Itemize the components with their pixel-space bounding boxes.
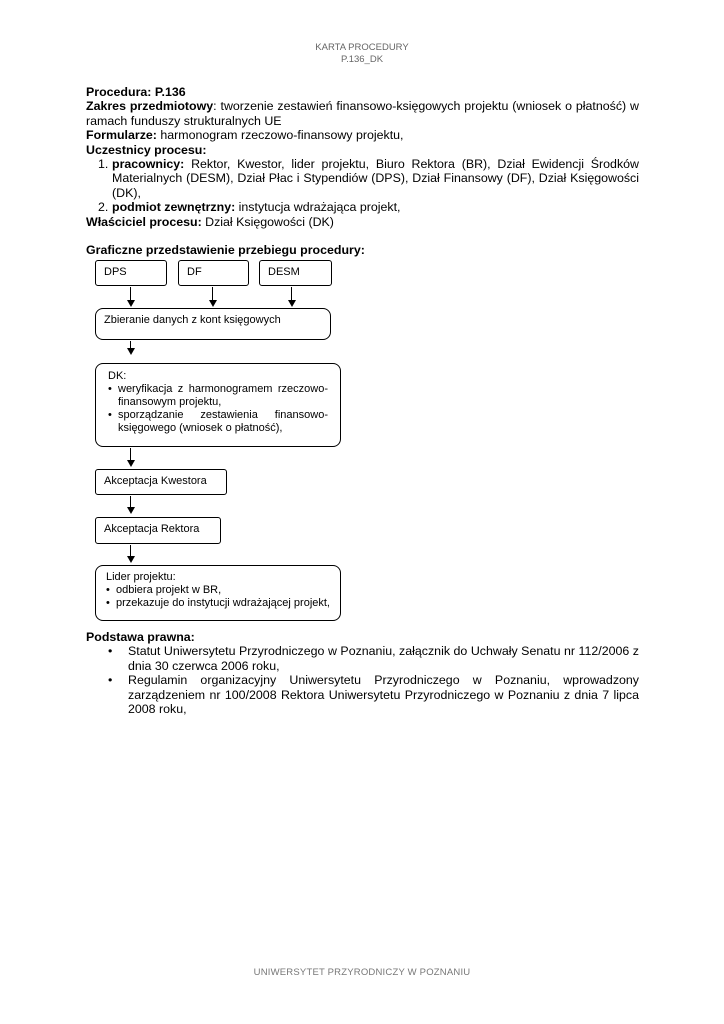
flow-box-df: [178, 260, 249, 286]
flow-box-title: Lider projektu:: [106, 571, 176, 583]
flow-label: DF: [187, 266, 202, 278]
page-header: [0, 42, 724, 66]
bullet-glyph: •: [108, 383, 112, 395]
participants-item: [98, 157, 639, 200]
flow-label: Akceptacja Kwestora: [104, 475, 207, 487]
flow-box-collect: [95, 308, 331, 340]
forms-line: [86, 128, 639, 142]
forms-label: Formularze:: [86, 128, 157, 143]
participants-label: Uczestnicy procesu:: [86, 142, 207, 157]
flow-arrow: [130, 341, 131, 349]
item-number: 2.: [98, 200, 109, 215]
flow-box-dps: [95, 260, 167, 286]
diagram-title: Graficzne przedstawienie przebiegu procedury:: [86, 243, 365, 258]
flow-arrow: [130, 545, 131, 557]
flow-label: Zbieranie danych z kont księgowych: [104, 314, 281, 326]
forms-value: harmonogram rzeczowo-finansowy projektu,: [156, 128, 404, 143]
legal-item-text: Statut Uniwersytetu Przyrodniczego w Poznaniu, załącznik do Uchwały Senatu nr 112/2006 z dnia 30 czerwca 2006 roku,: [128, 644, 639, 673]
bullet-glyph: •: [108, 644, 113, 659]
flow-bullet-item: [106, 584, 330, 597]
owner-line: [86, 215, 639, 229]
owner-value: Dział Księgowości (DK): [201, 214, 334, 229]
item-value: instytucja wdrażająca projekt,: [235, 200, 401, 215]
flow-label: Akceptacja Rektora: [104, 523, 200, 535]
scope-label: Zakres przedmiotowy: [86, 99, 214, 114]
flow-label: DPS: [104, 266, 127, 278]
flow-arrow: [130, 287, 131, 301]
flow-bullet-list: [106, 584, 330, 610]
legal-section: [86, 630, 639, 716]
flow-box-desm: [259, 260, 332, 286]
item-label: podmiot zewnętrzny:: [112, 200, 236, 215]
legal-item-text: Regulamin organizacyjny Uniwersytetu Przyrodniczego w Poznaniu, wprowadzony zarządzeniem nr 100/2008 Rektora Uniwersytetu Przyrodniczego w Poznaniu z dnia 7 lipca 2008 roku,: [128, 673, 639, 717]
legal-item: [86, 673, 639, 716]
scope-value: : tworzenie zestawień finansowo-księgowych projektu (wniosek o płatność) w ramach funduszy strukturalnych UE: [86, 99, 639, 128]
item-label: pracownicy:: [112, 157, 185, 172]
scope-line: [86, 99, 639, 128]
flow-bullet-item: [108, 409, 328, 435]
procedure-value: P.136: [154, 85, 186, 99]
header-title: KARTA PROCEDURY: [315, 42, 409, 53]
bullet-glyph: •: [106, 597, 110, 609]
procedure-line: [86, 85, 639, 99]
procedure-label: Procedura:: [86, 85, 152, 99]
flow-box-dk: [95, 363, 341, 447]
legal-item: [86, 644, 639, 673]
document-body: [86, 85, 639, 257]
flow-label: DESM: [268, 266, 300, 278]
flow-arrow: [130, 448, 131, 461]
legal-label: Podstawa prawna:: [86, 630, 195, 644]
flow-bullet-text: przekazuje do instytucji wdrażającej projekt,: [116, 597, 330, 609]
participants-list: [86, 157, 639, 215]
flow-box-kwestor: [95, 469, 227, 495]
flow-box-rektor: [95, 517, 221, 544]
bullet-glyph: •: [106, 584, 110, 596]
item-number: 1.: [98, 157, 109, 172]
flow-bullet-text: weryfikacja z harmonogramem rzeczowo-finansowym projektu,: [118, 383, 328, 408]
bullet-glyph: •: [108, 673, 113, 688]
flow-arrow: [212, 287, 213, 301]
flow-bullet-text: sporządzanie zestawienia finansowo-księgowego (wniosek o płatność),: [118, 409, 328, 434]
bullet-glyph: •: [108, 409, 112, 421]
flow-bullet-item: [108, 383, 328, 409]
legal-list: [86, 644, 639, 716]
flow-box-title: DK:: [108, 370, 127, 382]
flow-bullet-list: [108, 383, 328, 435]
flow-arrow: [291, 287, 292, 301]
owner-label: Właściciel procesu:: [86, 214, 202, 229]
participants-item: [98, 200, 639, 214]
flow-box-leader: [95, 565, 341, 621]
header-code: P.136_DK: [340, 54, 384, 65]
page-footer: UNIWERSYTET PRZYRODNICZY W POZNANIU: [253, 967, 471, 978]
flow-bullet-item: [106, 597, 330, 610]
flow-arrow: [130, 496, 131, 508]
item-value: Rektor, Kwestor, lider projektu, Biuro Rektora (BR), Dział Ewidencji Środków Materialnych (DESM), Dział Płac i Stypendiów (DPS), Dział Finansowy (DF), Dział Księgowości (DK),: [112, 157, 639, 200]
flow-bullet-text: odbiera projekt w BR,: [116, 584, 222, 596]
